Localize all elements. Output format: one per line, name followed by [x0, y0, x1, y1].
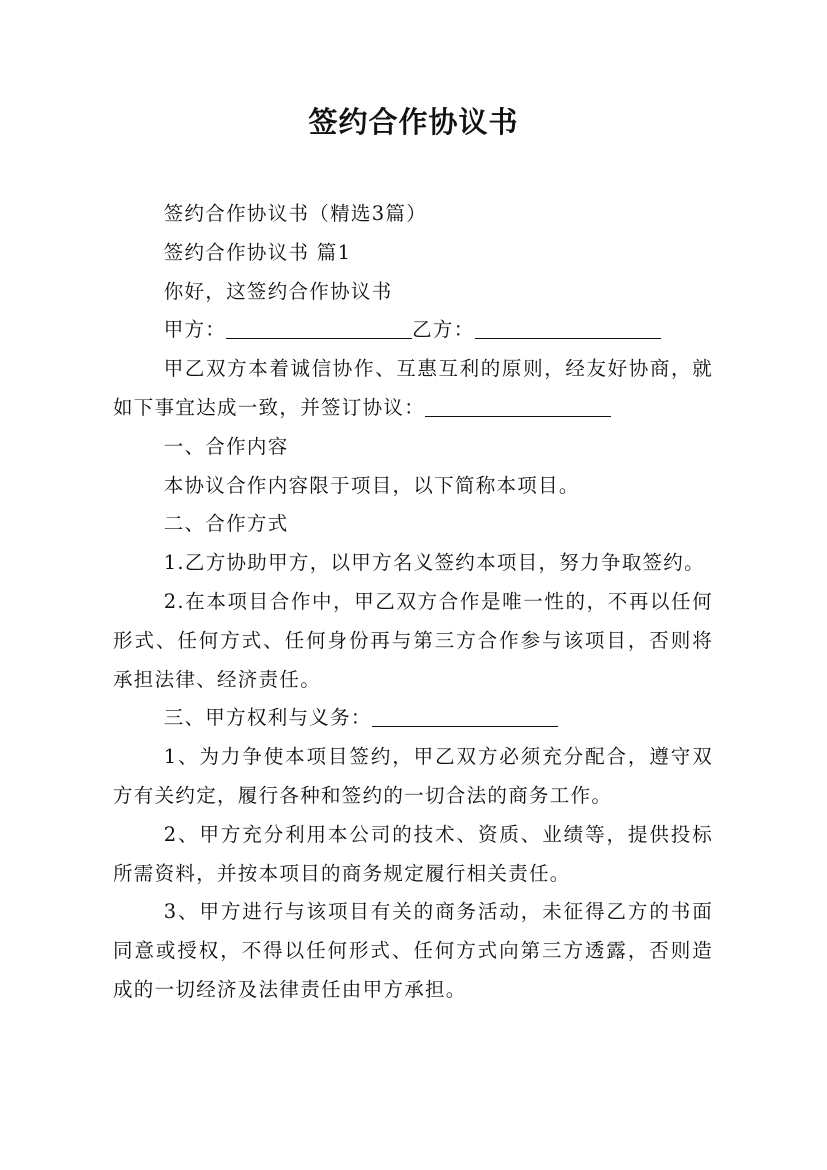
paragraph-parties: [113, 311, 713, 350]
paragraph-heading-1: 一、合作内容: [163, 434, 289, 458]
paragraph-heading-2: 二、合作方式: [163, 512, 289, 536]
preamble-blank: [425, 396, 611, 417]
paragraph-subtitle: 签约合作协议书（精选3篇）: [163, 202, 427, 225]
heading-3-text: 三、甲方权利与义务：: [163, 706, 372, 730]
party-a-blank: [226, 318, 412, 339]
party-b-blank: [475, 318, 661, 339]
paragraph-greeting: 你好，这签约合作协议书: [163, 279, 393, 303]
paragraph-method-2: 2.在本项目合作中，甲乙双方合作是唯一性的，不再以任何形式、任何方式、任何身份再与第三方合作参与该项目，否则将承担法律、经济责任。: [113, 589, 713, 691]
paragraph-content: 本协议合作内容限于项目，以下简称本项目。: [163, 473, 580, 497]
preamble-text: 甲乙双方本着诚信协作、互惠互利的原则，经友好协商，就如下事宜达成一致，并签订协议：: [113, 357, 713, 419]
paragraph-duty-2: 2、甲方充分利用本公司的技术、资质、业绩等，提供投标所需资料，并按本项目的商务规定履行相关责任。: [113, 822, 713, 885]
paragraph-section-heading: 签约合作协议书 篇1: [163, 240, 352, 264]
paragraph-preamble: [113, 350, 713, 428]
paragraph-duty-1: 1、为力争使本项目签约，甲乙双方必须充分配合，遵守双方有关约定，履行各种和签约的一切合法的商务工作。: [113, 745, 713, 807]
party-b-label: 乙方：: [412, 318, 475, 342]
paragraph-heading-3: [113, 699, 713, 738]
document-title: 签约合作协议书: [308, 105, 519, 139]
party-a-label: 甲方：: [163, 318, 227, 342]
paragraph-method-1: 1.乙方协助甲方，以甲方名义签约本项目，努力争取签约。: [163, 551, 705, 575]
heading-3-blank: [372, 706, 558, 727]
paragraph-duty-3: 3、甲方进行与该项目有关的商务活动，未征得乙方的书面同意或授权，不得以任何形式、任何方式向第三方透露，否则造成的一切经济及法律责任由甲方承担。: [113, 900, 713, 1001]
document-body: [113, 195, 713, 1010]
